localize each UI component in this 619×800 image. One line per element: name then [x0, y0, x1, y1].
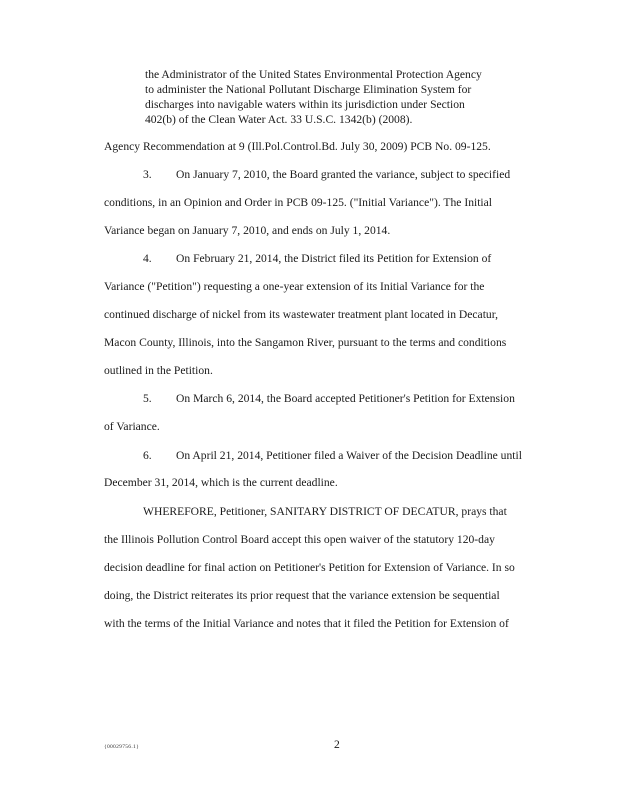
wherefore-text: decision deadline for final action on Petitioner's Petition for Extension of Variance. In so	[104, 561, 515, 574]
quote-line: 402(b) of the Clean Water Act. 33 U.S.C. 1342(b) (2008).	[145, 113, 413, 126]
paragraph-text: of Variance.	[104, 420, 160, 433]
wherefore-text: doing, the District reiterates its prior request that the variance extension be sequential	[104, 589, 500, 602]
wherefore-text: with the terms of the Initial Variance and notes that it filed the Petition for Extension of	[104, 617, 509, 630]
paragraph-text: On March 6, 2014, the Board accepted Petitioner's Petition for Extension	[176, 392, 515, 405]
paragraph-text: continued discharge of nickel from its wastewater treatment plant located in Decatur,	[104, 308, 499, 321]
page-number: 2	[334, 738, 340, 751]
paragraph-text: December 31, 2014, which is the current deadline.	[104, 476, 338, 489]
paragraph-number: 5.	[143, 392, 152, 405]
quote-line: the Administrator of the United States Environmental Protection Agency	[145, 68, 482, 81]
wherefore-text: the Illinois Pollution Control Board accept this open waiver of the statutory 120-day	[104, 533, 495, 546]
paragraph-text: outlined in the Petition.	[104, 364, 213, 377]
paragraph-text: On April 21, 2014, Petitioner filed a Waiver of the Decision Deadline until	[176, 449, 522, 462]
paragraph-text: On February 21, 2014, the District filed its Petition for Extension of	[176, 252, 492, 265]
wherefore-text: WHEREFORE, Petitioner, SANITARY DISTRICT OF DECATUR, prays that	[143, 505, 507, 518]
paragraph-text: Macon County, Illinois, into the Sangamon River, pursuant to the terms and conditions	[104, 336, 507, 349]
paragraph-number: 4.	[143, 252, 152, 265]
paragraph-text: conditions, in an Opinion and Order in PCB 09-125. ("Initial Variance"). The Initial	[104, 196, 493, 209]
quote-line: discharges into navigable waters within its jurisdiction under Section	[145, 98, 465, 111]
citation: Agency Recommendation at 9 (Ill.Pol.Control.Bd. July 30, 2009) PCB No. 09-125.	[104, 140, 491, 153]
paragraph-number: 6.	[143, 449, 152, 462]
paragraph-text: On January 7, 2010, the Board granted the variance, subject to specified	[176, 168, 511, 181]
paragraph-text: Variance began on January 7, 2010, and ends on July 1, 2014.	[104, 224, 391, 237]
paragraph-number: 3.	[143, 168, 152, 181]
block-quote	[145, 67, 515, 127]
paragraph-text: Variance ("Petition") requesting a one-year extension of its Initial Variance for the	[104, 280, 485, 293]
quote-line: to administer the National Pollutant Discharge Elimination System for	[145, 83, 472, 96]
document-code: {00029756.1}	[104, 744, 140, 750]
